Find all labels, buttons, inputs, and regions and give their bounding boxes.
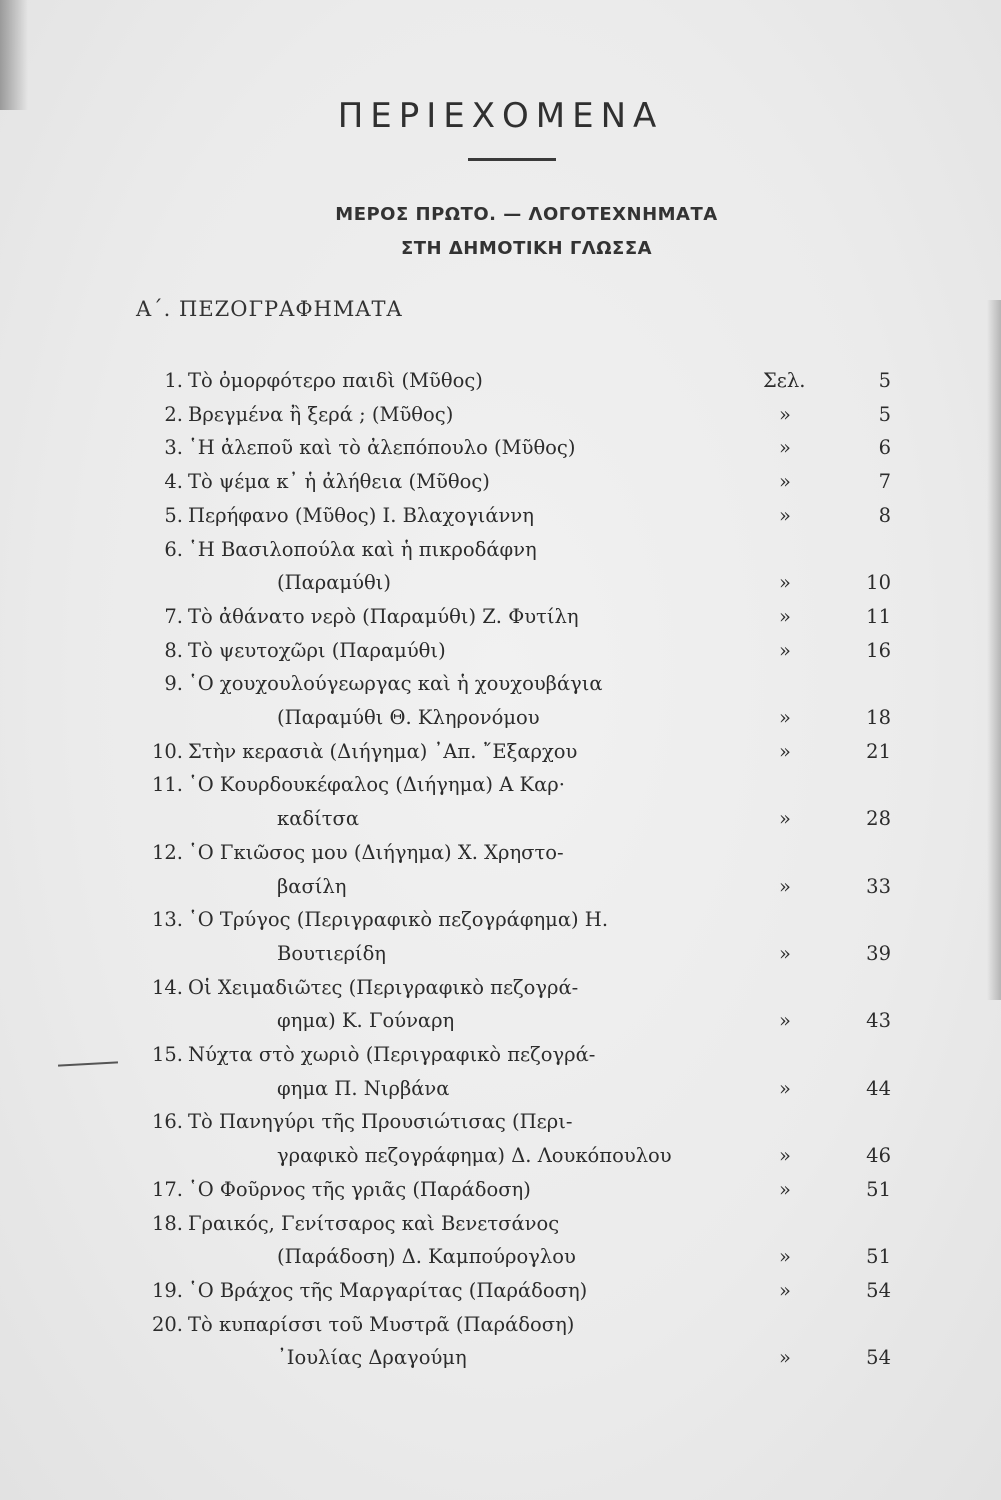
entry-title: Τὸ Πανηγύρι τῆς Προυσιώτισας (Περι- bbox=[188, 1110, 573, 1134]
ditto-mark: » bbox=[779, 1076, 791, 1100]
entry-title: ῾Ο Γκιῶσος μου (Διήγημα) Χ. Χρηστο- bbox=[188, 840, 564, 864]
toc-entry bbox=[0, 1105, 1001, 1139]
page-number: 5 bbox=[878, 402, 891, 426]
page-number: 43 bbox=[866, 1009, 891, 1033]
entry-title: Στὴν κερασιὰ (Διήγημα) ᾽Απ. ῎Εξαρχου bbox=[188, 739, 578, 763]
ditto-mark: » bbox=[779, 874, 791, 898]
page-number: 46 bbox=[866, 1144, 891, 1168]
toc-entry-continuation bbox=[0, 870, 1001, 904]
page-number: 51 bbox=[866, 1245, 891, 1269]
toc-entry bbox=[0, 1308, 1001, 1342]
ditto-mark: » bbox=[779, 470, 791, 494]
page-number: 51 bbox=[866, 1177, 891, 1201]
page-number: 16 bbox=[866, 638, 891, 662]
toc-entry bbox=[0, 431, 1001, 465]
entry-number: 13. bbox=[151, 908, 183, 932]
ditto-mark: » bbox=[779, 1009, 791, 1033]
ditto-mark: » bbox=[779, 1278, 791, 1302]
toc-entry-continuation bbox=[0, 1341, 1001, 1375]
page-number: 39 bbox=[866, 941, 891, 965]
entry-number: 16. bbox=[151, 1110, 183, 1134]
page-title: ΠΕΡΙΕΧΟΜΕΝΑ bbox=[337, 96, 664, 136]
entry-number: 6. bbox=[164, 537, 183, 561]
entry-title-continued: (Παραμύθι) bbox=[277, 571, 391, 595]
page-number: 7 bbox=[878, 470, 891, 494]
part-heading-line1: ΜΕΡΟΣ ΠΡΩΤΟ. — ΛΟΓΟΤΕΧΝΗΜΑΤΑ bbox=[335, 204, 718, 225]
entry-number: 14. bbox=[151, 975, 183, 999]
entry-number: 12. bbox=[151, 840, 183, 864]
entry-number: 18. bbox=[151, 1211, 183, 1235]
entry-number: 7. bbox=[164, 604, 183, 628]
ditto-mark: » bbox=[779, 638, 791, 662]
entry-title: ῾Ο Κουρδουκέφαλος (Διήγημα) Α Καρ· bbox=[188, 773, 565, 797]
entry-number: 20. bbox=[151, 1312, 183, 1336]
page-number: 11 bbox=[866, 604, 891, 628]
toc-entry bbox=[0, 903, 1001, 937]
toc-entry bbox=[0, 667, 1001, 701]
page-number: 33 bbox=[866, 874, 891, 898]
entry-number: 2. bbox=[164, 402, 183, 426]
toc-entry bbox=[0, 768, 1001, 802]
entry-number: 5. bbox=[164, 503, 183, 527]
ditto-mark: » bbox=[779, 706, 791, 729]
entry-number: 11. bbox=[151, 773, 183, 797]
page-number: 28 bbox=[866, 807, 891, 831]
toc-entry-continuation bbox=[0, 1240, 1001, 1274]
toc-entry bbox=[0, 634, 1001, 668]
entry-title: Τὸ ψέμα κ᾽ ἡ ἀλήθεια (Μῦθος) bbox=[188, 470, 490, 494]
page-number: 10 bbox=[866, 571, 891, 595]
entry-number: 15. bbox=[151, 1043, 183, 1066]
toc-entry-continuation bbox=[0, 1004, 1001, 1038]
toc-entry bbox=[0, 600, 1001, 634]
page-number: 6 bbox=[878, 436, 891, 460]
entry-title-continued: Βουτιερίδη bbox=[277, 941, 386, 965]
toc-entry-continuation bbox=[0, 566, 1001, 600]
entry-title-continued: ᾽Ιουλίας Δραγούμη bbox=[277, 1346, 467, 1370]
toc-entry-continuation bbox=[0, 1072, 1001, 1106]
entry-number: 1. bbox=[164, 369, 183, 392]
entry-title: Τὸ κυπαρίσσι τοῦ Μυστρᾶ (Παράδοση) bbox=[188, 1312, 575, 1336]
page-number: 54 bbox=[866, 1278, 891, 1302]
page-number: 21 bbox=[866, 739, 891, 763]
ditto-mark: » bbox=[779, 503, 791, 527]
toc-entry bbox=[0, 533, 1001, 567]
page-number: 44 bbox=[866, 1076, 891, 1100]
entry-number: 4. bbox=[164, 470, 183, 494]
ditto-mark: » bbox=[779, 807, 791, 831]
entry-title: ῾Ο Βράχος τῆς Μαργαρίτας (Παράδοση) bbox=[188, 1278, 588, 1302]
entry-title: Νύχτα στὸ χωριὸ (Περιγραφικὸ πεζογρά- bbox=[188, 1043, 596, 1066]
entry-title: ῾Η Βασιλοπούλα καὶ ἡ πικροδάφνη bbox=[188, 537, 537, 561]
section-heading: Α΄. ΠΕΖΟΓΡΑΦΗΜΑΤΑ bbox=[136, 297, 403, 321]
entry-title: ῾Η ἀλεποῦ καὶ τὸ ἀλεπόπουλο (Μῦθος) bbox=[188, 436, 576, 460]
ditto-mark: » bbox=[779, 436, 791, 460]
entry-title-continued: βασίλη bbox=[277, 874, 347, 898]
entry-title-continued: καδίτσα bbox=[277, 807, 360, 831]
entry-title-continued: (Παραμύθι Θ. Κληρονόμου bbox=[277, 706, 540, 729]
entry-title-continued: φημα) Κ. Γούναρη bbox=[277, 1009, 455, 1033]
ditto-mark: » bbox=[779, 1177, 791, 1201]
page-number: 18 bbox=[866, 706, 891, 729]
entry-title-continued: φημα Π. Νιρβάνα bbox=[277, 1076, 450, 1100]
entry-title: Βρεγμένα ἢ ξερά ; (Μῦθος) bbox=[188, 402, 454, 426]
entry-title-continued: (Παράδοση) Δ. Καμπούρογλου bbox=[277, 1245, 576, 1269]
entry-title: Περήφανο (Μῦθος) Ι. Βλαχογιάννη bbox=[188, 503, 534, 527]
entry-number: 9. bbox=[164, 672, 183, 696]
entry-title: ῾Ο Φοῦρνος τῆς γριᾶς (Παράδοση) bbox=[188, 1177, 531, 1201]
entry-number: 19. bbox=[151, 1278, 183, 1302]
entry-title: Τὸ ὀμορφότερο παιδὶ (Μῦθος) bbox=[188, 369, 483, 392]
entry-number: 8. bbox=[164, 638, 183, 662]
toc-entry bbox=[0, 465, 1001, 499]
ditto-mark: » bbox=[779, 1245, 791, 1269]
entry-number: 10. bbox=[151, 739, 183, 763]
entry-title: Οἱ Χειμαδιῶτες (Περιγραφικὸ πεζογρά- bbox=[188, 975, 579, 999]
entry-number: 3. bbox=[164, 436, 183, 460]
page-number: 54 bbox=[866, 1346, 891, 1370]
toc-entry-continuation bbox=[0, 937, 1001, 971]
ditto-mark: » bbox=[779, 1346, 791, 1370]
toc-entry-continuation bbox=[0, 802, 1001, 836]
toc-entry bbox=[0, 398, 1001, 432]
toc-entry-continuation bbox=[0, 1139, 1001, 1173]
entry-title: ῾Ο Τρύγος (Περιγραφικὸ πεζογράφημα) Η. bbox=[188, 908, 609, 932]
entry-number: 17. bbox=[151, 1177, 183, 1201]
ditto-mark: » bbox=[779, 1144, 791, 1168]
page-label: Σελ. bbox=[763, 369, 806, 392]
ditto-mark: » bbox=[779, 739, 791, 763]
toc-entry bbox=[0, 971, 1001, 1005]
ditto-mark: » bbox=[779, 604, 791, 628]
ditto-mark: » bbox=[779, 402, 791, 426]
toc-entry bbox=[0, 1207, 1001, 1241]
page-number: 8 bbox=[878, 503, 891, 527]
entry-title-continued: γραφικὸ πεζογράφημα) Δ. Λουκόπουλου bbox=[277, 1144, 672, 1168]
toc-entry bbox=[0, 1274, 1001, 1308]
ditto-mark: » bbox=[779, 941, 791, 965]
toc-entry bbox=[0, 1038, 1001, 1072]
part-heading-line2: ΣΤΗ ΔΗΜΟΤΙΚΗ ΓΛΩΣΣΑ bbox=[400, 238, 653, 259]
ditto-mark: » bbox=[779, 571, 791, 595]
toc-entry-continuation bbox=[0, 701, 1001, 735]
toc-entry bbox=[0, 499, 1001, 533]
entry-title: ῾Ο χουχουλούγεωργας καὶ ἡ χουχουβάγια bbox=[188, 672, 603, 696]
entry-title: Τὸ ἀθάνατο νερὸ (Παραμύθι) Ζ. Φυτίλη bbox=[188, 604, 579, 628]
page-number: 5 bbox=[878, 369, 891, 392]
toc-entry bbox=[0, 1173, 1001, 1207]
toc-entry bbox=[0, 836, 1001, 870]
entry-title: Γραικός, Γενίτσαρος καὶ Βενετσάνος bbox=[188, 1211, 560, 1235]
entry-title: Τὸ ψευτοχῶρι (Παραμύθι) bbox=[188, 638, 446, 662]
toc-entry bbox=[0, 735, 1001, 769]
toc-entry bbox=[0, 364, 1001, 398]
